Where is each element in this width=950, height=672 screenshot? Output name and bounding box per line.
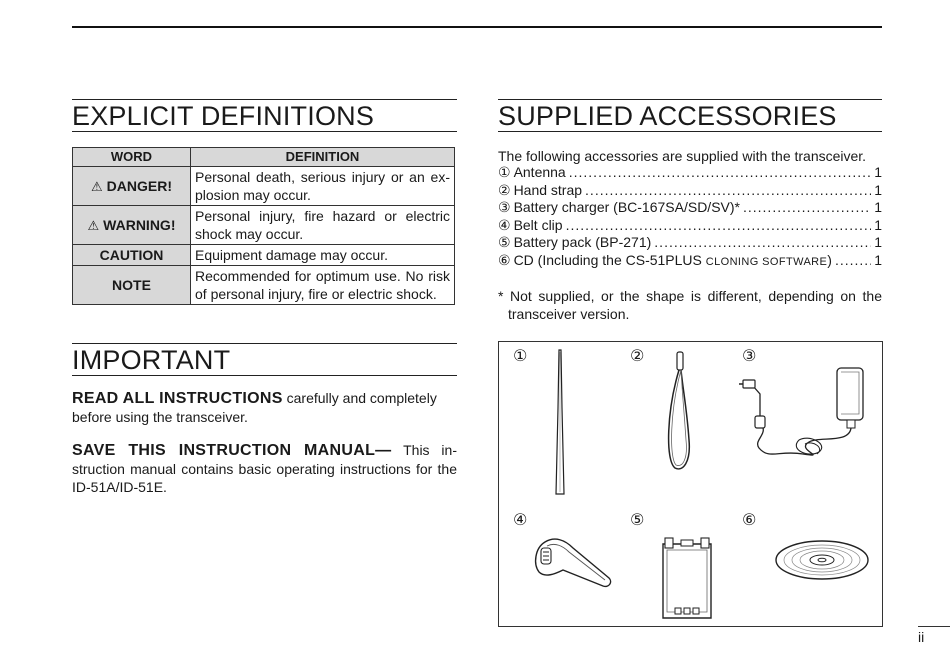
item-qty: 1 (874, 181, 882, 198)
important-title: IMPORTANT (72, 343, 457, 376)
figure-label: ⑤ (630, 512, 645, 529)
list-item (498, 217, 882, 235)
definition-cell: Personal injury, fire hazard or electric shock may occur. (191, 206, 455, 245)
item-qty: 1 (874, 164, 882, 180)
leader-dots (566, 217, 872, 235)
supplied-accessories-title: SUPPLIED ACCESSORIES (498, 99, 882, 132)
word-cell: CAUTION (73, 245, 191, 266)
battery-pack-icon (657, 536, 717, 622)
table-header-row (73, 148, 455, 167)
cd-icon (772, 538, 872, 582)
item-qty: 1 (874, 199, 882, 216)
save-text: This in-struction manual contains basic operating instructions for the ID-51A/ID-51E. (72, 442, 457, 495)
list-item (498, 234, 882, 252)
item-qty: 1 (874, 216, 882, 233)
table-row (73, 206, 455, 245)
figure-label: ⑥ (742, 512, 757, 529)
explicit-definitions-title: EXPLICIT DEFINITIONS (72, 99, 457, 132)
word-cell (73, 206, 191, 245)
hand-strap-icon (661, 350, 701, 472)
leader-dots (569, 164, 871, 182)
header-word: WORD (73, 148, 191, 167)
top-rule (72, 26, 882, 28)
item-label: Battery charger (BC-167SA/SD/SV)* (513, 199, 740, 216)
list-item (498, 182, 882, 200)
read-heading: READ ALL INSTRUCTIONS (72, 390, 283, 407)
leader-dots (743, 199, 871, 217)
definitions-table (72, 147, 455, 305)
item-qty: 1 (874, 234, 882, 251)
word-cell (73, 167, 191, 206)
accessories-list (498, 164, 882, 272)
leader-dots (585, 182, 871, 200)
item-number: ① (498, 164, 511, 180)
word-cell: NOTE (73, 266, 191, 305)
item-number: ② (498, 181, 511, 198)
figure-label: ① (513, 348, 528, 365)
item-label-smallcaps: CLONING SOFTWARE (705, 255, 828, 268)
list-item (498, 199, 882, 217)
battery-charger-icon (739, 364, 873, 464)
item-label-prefix: CD (Including the CS-51PLUS (513, 251, 706, 268)
page-number-rule (918, 626, 950, 627)
item-label (514, 252, 832, 272)
belt-clip-icon (525, 534, 617, 592)
list-item (498, 164, 882, 182)
warning-icon: ⚠ (87, 217, 100, 233)
figure-label: ④ (513, 512, 528, 529)
word-label: WARNING! (103, 216, 176, 233)
item-number: ③ (498, 199, 511, 216)
item-label: Antenna (513, 164, 566, 180)
page-number: ii (918, 629, 925, 645)
save-heading: SAVE THIS INSTRUCTION MANUAL— (72, 442, 392, 459)
table-row (73, 266, 455, 305)
table-row (73, 167, 455, 206)
table-row (73, 245, 455, 266)
list-item (498, 252, 882, 272)
leader-dots (835, 252, 871, 270)
item-number: ④ (498, 216, 511, 233)
figure-label: ③ (742, 348, 757, 365)
accessories-intro: The following accessories are supplied with the transceiver. (498, 148, 867, 164)
header-definition: DEFINITION (191, 148, 455, 167)
leader-dots (654, 234, 871, 252)
save-manual-paragraph (72, 441, 457, 496)
warning-icon: ⚠ (91, 178, 103, 194)
item-qty: 1 (874, 251, 882, 268)
item-label-suffix: ) (827, 251, 832, 268)
definition-cell: Recommended for optimum use. No risk of personal injury, fire or electric shock. (191, 266, 455, 305)
item-number: ⑤ (498, 234, 511, 251)
accessories-figure (498, 341, 883, 627)
antenna-icon (551, 348, 569, 496)
read-instructions-paragraph (72, 389, 457, 426)
read-text: carefully and completely before using the transceiver. (72, 390, 437, 425)
item-label: Hand strap (513, 181, 583, 198)
item-number: ⑥ (498, 251, 511, 268)
definition-cell: Equipment damage may occur. (191, 245, 455, 266)
definition-cell: Personal death, serious injury or an ex-plosion may occur. (191, 167, 455, 206)
word-label: DANGER! (106, 177, 172, 194)
item-label: Battery pack (BP-271) (513, 234, 652, 251)
accessories-note: * Not supplied, or the shape is different, depending on the transceiver version. (498, 288, 882, 322)
figure-label: ② (630, 348, 645, 365)
item-label: Belt clip (513, 216, 563, 233)
